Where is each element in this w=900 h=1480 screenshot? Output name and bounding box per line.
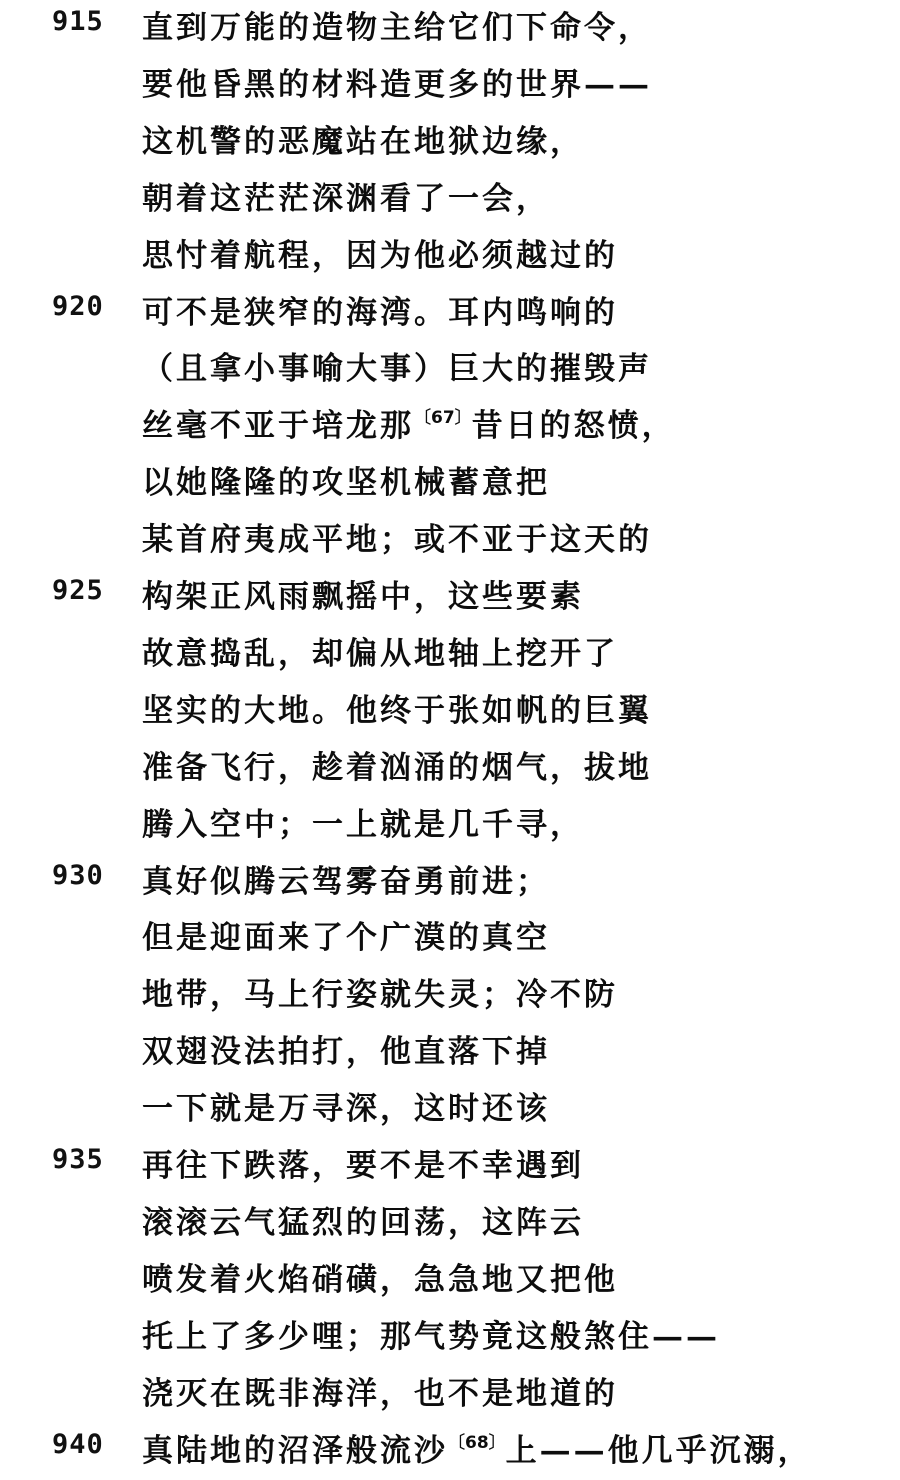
verse-segment: 但是迎面来了个广漠的真空 <box>142 920 550 957</box>
line-number: 915 <box>52 6 104 37</box>
verse-line <box>0 740 900 797</box>
verse-line <box>0 171 900 228</box>
verse-text <box>142 628 618 673</box>
verse-segment: 托上了多少哩；那气势竟这般煞住—— <box>142 1318 720 1355</box>
verse-segment: 昔日的怒愤， <box>471 408 676 445</box>
verse-text <box>142 799 584 844</box>
line-number: 925 <box>52 575 104 606</box>
verse-text <box>142 1140 584 1185</box>
verse-line <box>0 683 900 740</box>
verse-segment: 上——他几乎沉溺， <box>505 1432 812 1469</box>
verse-line <box>0 910 900 967</box>
verse-line <box>0 1024 900 1081</box>
verse-text <box>142 1197 584 1242</box>
verse-segment: 双翅没法拍打，他直落下掉 <box>142 1034 550 1071</box>
verse-line <box>0 512 900 569</box>
verse-segment: 直到万能的造物主给它们下命令， <box>142 10 652 46</box>
line-number: 920 <box>52 290 104 322</box>
verse-segment: 坚实的大地。他终于张如帆的巨翼 <box>142 692 652 729</box>
verse-line <box>0 1138 900 1195</box>
verse-segment: 喷发着火焰硝磺，急急地又把他 <box>142 1261 618 1298</box>
line-number: 930 <box>52 859 104 891</box>
verse-line <box>0 398 900 455</box>
verse-segment: 一下就是万寻深，这时还该 <box>142 1091 550 1128</box>
verse-text <box>142 685 652 730</box>
verse-segment: 真陆地的沼泽般流沙 <box>142 1432 448 1469</box>
verse-segment: 丝毫不亚于培龙那 <box>142 408 414 445</box>
verse-text <box>142 571 584 616</box>
verse-segment: 朝着这茫茫深渊看了一会， <box>142 180 550 217</box>
verse-segment: 地带，马上行姿就失灵；冷不防 <box>142 977 618 1014</box>
verse-text <box>142 514 652 559</box>
verse-line <box>0 455 900 512</box>
verse-segment: 滚滚云气猛烈的回荡，这阵云 <box>142 1204 584 1241</box>
line-number: 935 <box>52 1144 104 1175</box>
verse-text <box>142 742 652 787</box>
verse-text <box>142 1425 812 1470</box>
verse-line <box>0 228 900 285</box>
verse-segment: 准备飞行，趁着汹涌的烟气，拔地 <box>142 749 652 786</box>
verse-segment: 腾入空中；一上就是几千寻， <box>142 806 584 843</box>
verse-text <box>142 400 676 445</box>
verse-segment: 再往下跌落，要不是不幸遇到 <box>142 1148 584 1184</box>
verse-line <box>0 569 900 626</box>
verse-text <box>142 457 550 502</box>
verse-line <box>0 114 900 171</box>
verse-line <box>0 285 900 342</box>
verse-line <box>0 57 900 114</box>
verse-segment: 以她隆隆的攻坚机械蓄意把 <box>142 465 550 502</box>
verse-segment: 要他昏黑的材料造更多的世界—— <box>142 66 652 103</box>
verse-line <box>0 1252 900 1309</box>
verse-segment: 思忖着航程，因为他必须越过的 <box>142 237 618 274</box>
verse-line <box>0 341 900 398</box>
verse-line <box>0 0 900 57</box>
line-number: 940 <box>52 1428 104 1460</box>
verse-text <box>142 969 618 1014</box>
verse-text <box>142 343 652 388</box>
verse-segment: 浇灭在既非海洋，也不是地道的 <box>142 1375 618 1412</box>
verse-text <box>142 1254 618 1299</box>
verse-text <box>142 2 652 47</box>
verse-line <box>0 967 900 1024</box>
verse-line <box>0 854 900 911</box>
verse-line <box>0 1081 900 1138</box>
verse-text <box>142 1368 618 1413</box>
verse-line <box>0 1195 900 1252</box>
verse-segment: 故意捣乱，却偏从地轴上挖开了 <box>142 635 618 672</box>
verse-text <box>142 1083 550 1128</box>
verse-text <box>142 59 652 104</box>
verse-segment: 某首府夷成平地；或不亚于这天的 <box>142 522 652 559</box>
verse-text <box>142 1026 550 1071</box>
verse-line <box>0 797 900 854</box>
verse-line <box>0 1423 900 1480</box>
verse-text <box>142 912 550 957</box>
footnote-ref: 〔67〕 <box>414 408 472 429</box>
footnote-ref: 〔68〕 <box>448 1432 506 1453</box>
verse-text <box>142 173 550 218</box>
verse-segment: 真好似腾云驾雾奋勇前进； <box>142 863 550 900</box>
verse-text <box>142 287 618 332</box>
verse-text <box>142 116 584 161</box>
verse-segment: 可不是狭窄的海湾。耳内鸣响的 <box>142 294 618 331</box>
verse-segment: 构架正风雨飘摇中，这些要素 <box>142 579 584 615</box>
verse-text <box>142 856 550 901</box>
verse-segment: （且拿小事喻大事）巨大的摧毁声 <box>142 351 652 388</box>
verse-line <box>0 626 900 683</box>
verse-line <box>0 1366 900 1423</box>
verse-text <box>142 1311 720 1356</box>
verse-line <box>0 1309 900 1366</box>
verse-segment: 这机警的恶魔站在地狱边缘， <box>142 123 584 160</box>
verse-text <box>142 230 618 275</box>
